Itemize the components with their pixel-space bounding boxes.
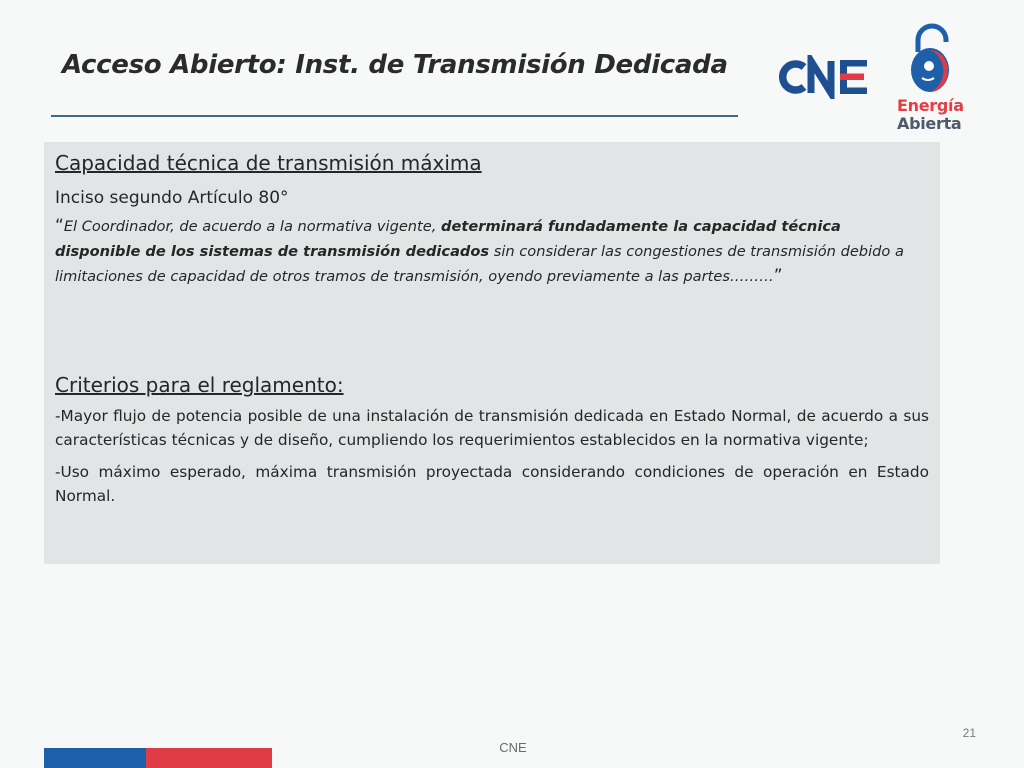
energia-abierta-line2: Abierta [897, 114, 962, 133]
quote-close: ” [773, 266, 783, 286]
quote-text-1: El Coordinador, de acuerdo a la normativa vigente, [63, 218, 442, 235]
title-divider [51, 115, 738, 117]
criterion-item: -Uso máximo esperado, máxima transmisión proyectada considerando condiciones de operación en Estado Normal. [55, 463, 929, 505]
footer-label: CNE [499, 740, 527, 755]
section1-heading: Capacidad técnica de transmisión máxima [55, 151, 482, 175]
quote-bold-text: determinará fundadamente la capacidad técnica disponible de los sistemas de transmisión dedicados [55, 218, 841, 260]
slide-title: Acceso Abierto: Inst. de Transmisión Dedicada [62, 50, 728, 80]
law-quote [55, 214, 929, 289]
criterion-item: -Mayor flujo de potencia posible de una instalación de transmisión dedicada en Estado Normal, de acuerdo a sus características técnicas y de diseño, cumpliendo los requerimientos establecidos en la normativa vigente; [55, 407, 929, 449]
section1-subheading: Inciso segundo Artículo 80° [55, 188, 289, 208]
cne-logo [777, 55, 873, 99]
content-panel [44, 142, 940, 564]
footer-bar-blue [44, 748, 146, 768]
quote-text-2: sin considerar las congestiones de transmisión debido a limitaciones de capacidad de otros tramos de transmisión, oyendo previamente a las partes……… [55, 243, 904, 285]
page-number: 21 [962, 726, 976, 740]
section2-heading: Criterios para el reglamento: [55, 373, 344, 397]
energia-abierta-line1: Energía [897, 96, 964, 115]
quote-open: “ [55, 216, 64, 236]
footer-bar-red [146, 748, 272, 768]
